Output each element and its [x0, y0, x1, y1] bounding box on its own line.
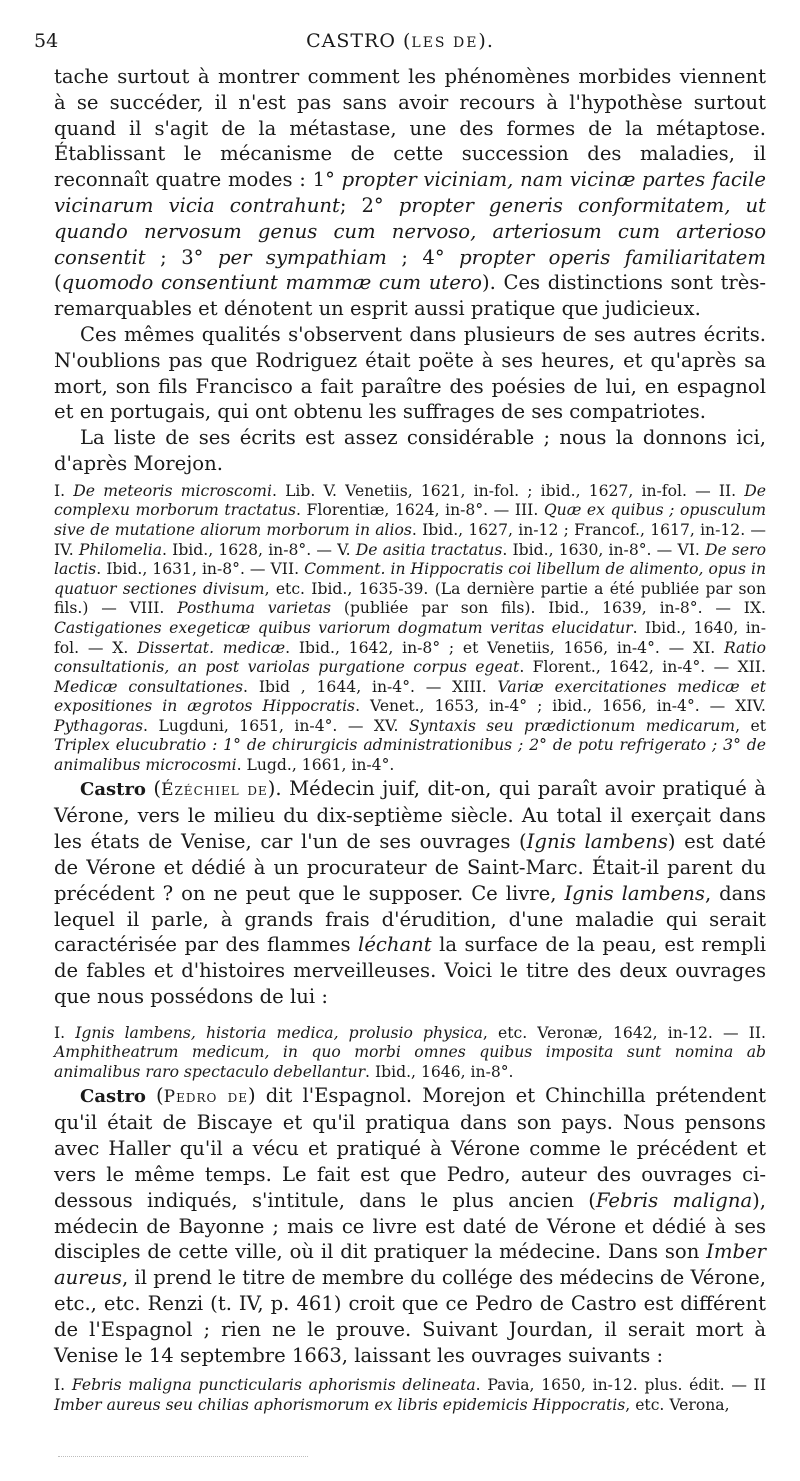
text-run: ; 4°	[386, 245, 460, 269]
work-title: Triplex elucubratio : 1° de chirurgicis administrationibus ; 2° de potu refrigerato ; 3° de animalibus microcosmi	[54, 736, 766, 775]
entry-pedro	[54, 1083, 766, 1369]
paragraph-continuation	[54, 64, 766, 322]
work-title: De complexu morborum tractatus	[54, 481, 767, 520]
latin-quote: propter generis conformitatem, ut quando nervosum genus cum nervoso, arteriosum cum arterioso consentit	[54, 193, 766, 269]
text-run: la surface de la peau, est rempli de fables et d'histoires merveilleuses. Voici le titre des deux ouvrages que nous possédons de lui :	[54, 933, 766, 1009]
page-header	[0, 30, 800, 56]
citation-text: . Ibid., 1642, in-8° ; et Venetiis, 1656, in-4°. — XI.	[285, 638, 724, 657]
citation-text: . Florentiæ, 1624, in-8°. — III.	[296, 501, 544, 520]
citation-text: . Ibid , 1644, in-4°. — XIII.	[243, 677, 498, 696]
citation-text: . Ibid., 1628, in-8°. — V.	[162, 540, 356, 559]
footer-rule	[58, 1456, 308, 1457]
latin-quote: propter operis familiaritatem	[459, 245, 766, 269]
text-run: ), médecin de Bayonne ; mais ce livre est daté de Vérone et dédié à ses disciples de cette ville, où il dit pratiquer la médecine. Dans son	[54, 1188, 767, 1264]
entry-qualifier: Pedro de	[163, 1086, 248, 1107]
citation-text: I.	[54, 481, 74, 500]
text-run: ). Ces distinctions sont très-remarquables et dénotent un esprit aussi pratique que judicieux.	[54, 271, 767, 321]
citation-text: I.	[54, 1023, 76, 1042]
work-title: Pythagoras	[54, 716, 144, 735]
citation-text: . Ibid., 1630, in-8°. — VI.	[502, 540, 706, 559]
text-run: ; 2°	[339, 193, 399, 217]
work-title: Amphitheatrum medicum, in quo morbi omnes quibus imposita sunt nomina ab animalibus raro spectaculo debellantur	[54, 1043, 766, 1082]
work-title: Febris maligna puncticularis aphorismis delineata	[71, 1376, 476, 1395]
citation-text: . Venet., 1653, in-4° ; ibid., 1656, in-4°. — XIV.	[355, 697, 766, 716]
text-run: , dans lequel il parle, à grands frais d'érudition, d'une maladie qui serait caractérisée par des flammes	[54, 881, 766, 957]
latin-quote: propter viciniam, nam vicinæ partes facile vicinarum vicia contrahunt	[54, 168, 766, 217]
text-run: dit l'Espagnol. Morejon et Chinchilla prétendent qu'il était de Biscaye et qu'il pratiqua dans son pays. Nous pensons avec Haller qu'il a vécu et pratiqué à Vérone comme le précédent et vers le même temps. Le fait est que Pedro, auteur des ouvrages ci-dessous indiqués, s'intitule, dans le plus ancien (	[54, 1083, 767, 1212]
work-title: Quæ ex quibus ; opusculum sive de mutatione aliorum morborum in alios	[54, 501, 766, 539]
text-run: tache surtout à montrer comment les phénomènes morbides viennent à se succéder, il n'est pas sans avoir recours à l'hypothèse surtout quand il s'agit de la métastase, une des formes de la métaptose. Établissant le mécanisme de cette succession des maladies, il reconnaît quatre modes : 1°	[54, 65, 766, 192]
bibliography-ezechiel	[54, 1024, 766, 1083]
text-run: , il prend le titre de membre du collége des médecins de Vérone, etc., etc. Renzi (t. IV, p. 461) croit que ce Pedro de Castro est différent de l'Espagnol ; rien ne le prouve. Suivant Jourdan, il serait mort à Venise le 14 septembre 1663, laissant les ouvrages suivants :	[54, 1266, 766, 1367]
work-title: Ignis lambens, historia medica, prolusio physica	[75, 1023, 483, 1042]
citation-text: . Ibid., 1631, in-8°. — VII.	[96, 560, 305, 579]
work-title: De sero lactis	[54, 540, 767, 579]
page-body	[54, 64, 766, 1416]
citation-text: , etc. Verona,	[625, 1395, 730, 1414]
work-title: Imber aureus seu chilias aphorismorum ex libris epidemicis Hippocratis	[54, 1395, 626, 1414]
running-head-main: CASTRO (	[306, 30, 412, 52]
page-number: 54	[34, 30, 59, 52]
work-title: Medicæ consultationes	[54, 677, 244, 696]
text-run: ) est daté de Vérone et dédié à un procurateur de Saint-Marc. Était-il parent du précédent ? on ne peut que le supposer. Ce livre,	[54, 830, 767, 905]
citation-text: . Florent., 1642, in-4°. — XII.	[519, 658, 766, 677]
text-run: ; 3°	[145, 245, 218, 269]
running-head-small-caps: LES DE	[411, 35, 479, 51]
book-title: Ignis lambens	[526, 830, 668, 854]
latin-quote: per sympathiam	[217, 245, 387, 269]
running-head	[0, 30, 800, 52]
book-title: Ignis lambens	[564, 881, 705, 905]
running-head-end: ).	[478, 30, 494, 52]
text-run: )	[247, 1083, 266, 1107]
entry-ezechiel	[54, 776, 766, 1010]
text-run: ).	[267, 776, 290, 800]
entry-qualifier: Ézéchiel de	[161, 779, 268, 800]
citation-text: . Lugd., 1661, in-4°.	[236, 756, 395, 775]
text-run: (	[145, 776, 162, 800]
citation-text: . Lib. V. Venetiis, 1621, in-fol. ; ibid., 1627, in-fol. — II.	[271, 481, 745, 500]
citation-text: . Pavia, 1650, in-12. plus. édit. — II	[475, 1376, 767, 1395]
text-run: (	[145, 1083, 164, 1107]
work-title: De meteoris microscomi	[73, 481, 272, 500]
paragraph-qualities: Ces mêmes qualités s'observent dans plusieurs de ses autres écrits. N'oublions pas que Rodriguez était poëte à ses heures, et qu'après sa mort, son fils Francisco a fait paraître des poésies de lui, en espagnol et en portugais, qui ont obtenu les suffrages de ses compatriotes.	[54, 322, 766, 424]
bibliography-pedro	[54, 1376, 766, 1415]
work-title: Variæ exercitationes medicæ et expositiones in ægrotos Hippocratis	[54, 677, 766, 716]
book-title: Imber aureus	[54, 1240, 766, 1290]
bibliography-rodriguez	[54, 482, 766, 776]
work-title: Dissertat. medicæ	[137, 638, 286, 657]
citation-text: , et	[735, 716, 766, 735]
work-title: Castigationes exegeticæ quibus variorum dogmatum veritas elucidatur	[54, 618, 633, 637]
paragraph-list-intro: La liste de ses écrits est assez considérable ; nous la donnons ici, d'après Morejon.	[54, 426, 766, 475]
citation-text: . Ibid., 1627, in-12 ; Francof., 1617, in-12. — IV.	[54, 520, 766, 559]
work-title: De asitia tractatus	[355, 540, 503, 559]
latin-quote: quomodo consentiunt mammæ cum utero	[61, 271, 482, 295]
book-title: Febris maligna	[595, 1188, 753, 1212]
citation-text: , etc. Ibid., 1635-39. (La dernière partie a été publiée par son fils.) — VIII.	[54, 579, 766, 618]
work-title: Syntaxis seu prædictionum medicarum	[408, 716, 736, 735]
work-title: Ratio consultationis, an post variolas purgatione corpus egeat	[54, 638, 766, 677]
citation-text: . Ibid., 1646, in-8°.	[365, 1063, 514, 1082]
emphasis: léchant	[358, 933, 432, 957]
entry-headword: Castro	[80, 1085, 146, 1107]
citation-text: (publiée par son fils). Ibid., 1639, in-8°. — IX.	[331, 599, 766, 618]
work-title: Philomelia	[78, 540, 163, 559]
entry-headword: Castro	[80, 778, 146, 800]
work-title: Posthuma varietas	[177, 599, 332, 618]
text-run: Médecin juif, dit-on, qui paraît avoir pratiqué à Vérone, vers le milieu du dix-septième siècle. Au total il exerçait dans les états de Venise, car l'un de ses ouvrages (	[54, 776, 766, 854]
citation-text: , etc. Veronæ, 1642, in-12. — II.	[482, 1023, 767, 1042]
text-run: (	[54, 271, 62, 295]
citation-text: I.	[54, 1376, 72, 1395]
citation-text: . Ibid., 1640, in-fol. — X.	[54, 618, 766, 657]
work-title: Comment. in Hippocratis coi libellum de alimento, opus in quatuor sectiones divisum	[54, 560, 766, 598]
citation-text: . Lugduni, 1651, in-4°. — XV.	[143, 716, 409, 735]
